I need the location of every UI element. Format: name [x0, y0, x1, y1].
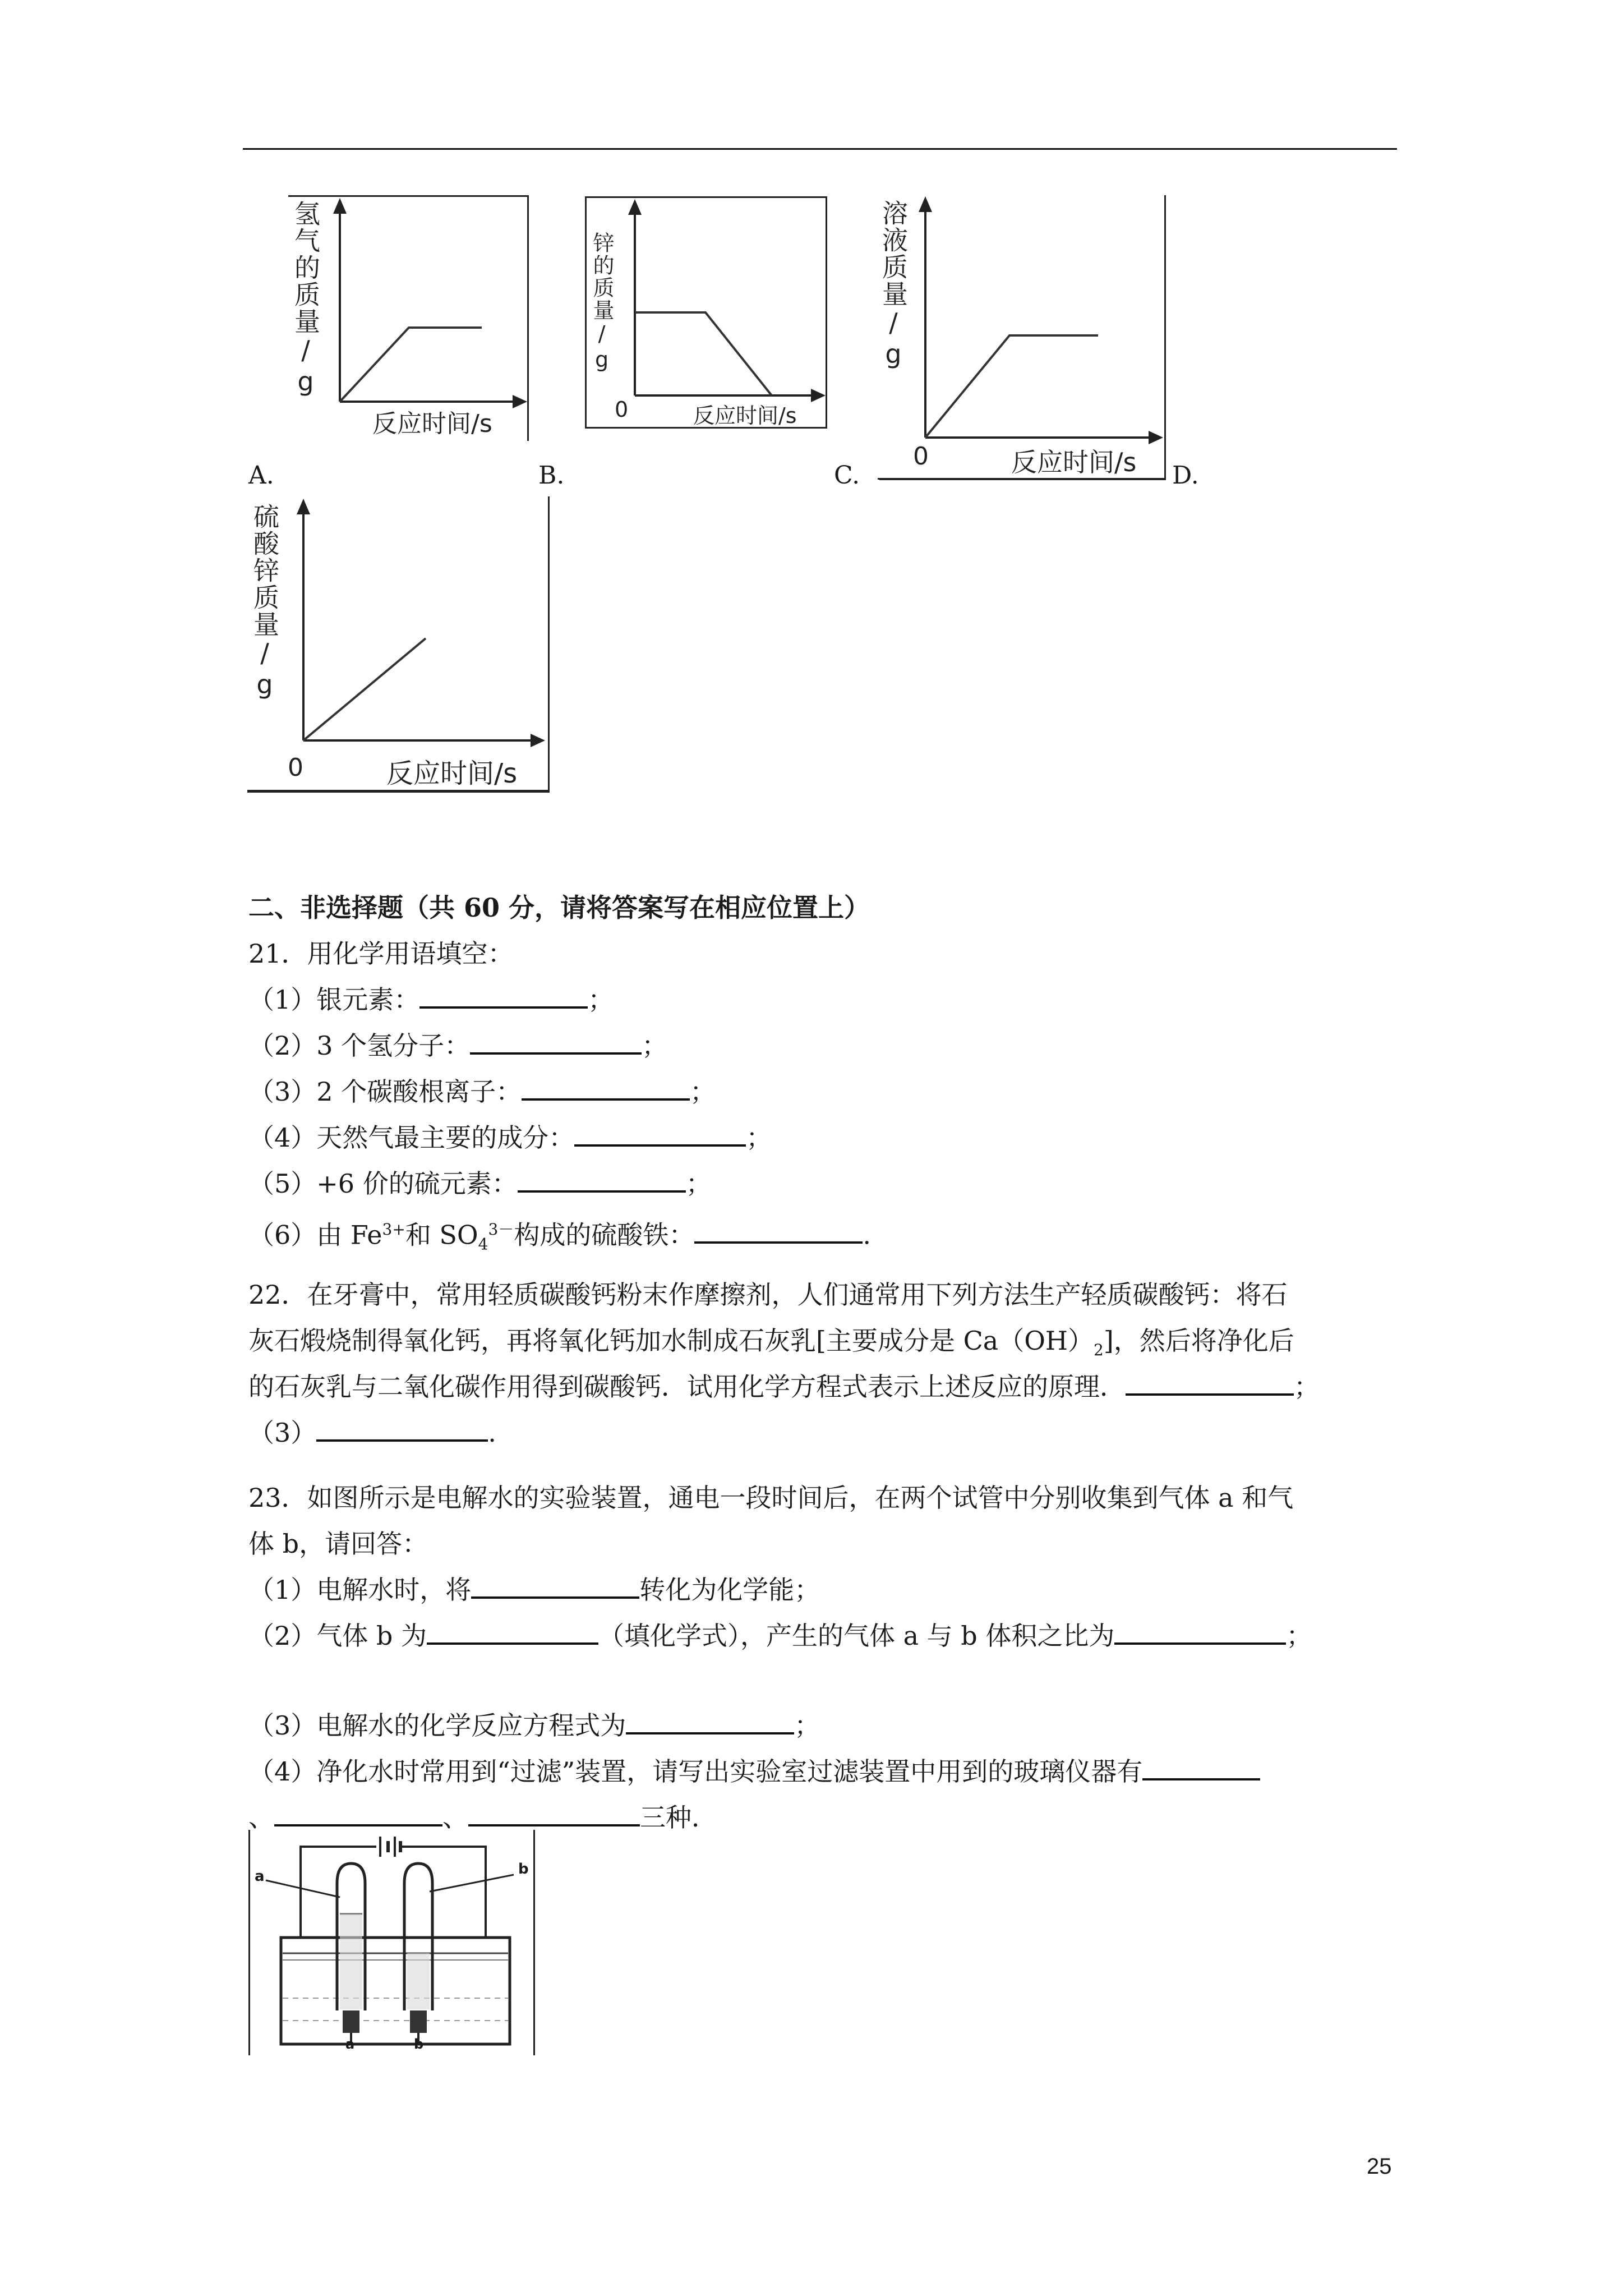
q21-item-5: （5）+6 价的硫元素： ；	[248, 1161, 712, 1207]
answer-blank[interactable]	[471, 1570, 639, 1599]
graph-d-xlabel: 反应时间/s	[386, 758, 518, 789]
q23-item-3: （3）电解水的化学反应方程式为 ；	[248, 1703, 820, 1749]
option-b-label: B.	[538, 461, 565, 490]
graph-b-ylabel: 锌的质量/g	[589, 232, 614, 373]
option-a-label: A.	[248, 461, 274, 490]
section-heading: 二、非选择题（共 60 分，请将答案写在相应位置上）	[248, 892, 870, 923]
q23-item-1: （1）电解水时，将 转化为化学能；	[248, 1567, 820, 1613]
graph-c-xlabel: 反应时间/s	[1011, 447, 1137, 477]
q23-item-4: （4）净化水时常用到“过滤”装置，请写出实验室过滤装置中用到的玻璃仪器有	[248, 1749, 1260, 1795]
answer-blank[interactable]	[522, 1071, 690, 1101]
label-electrode-a: a	[345, 2036, 355, 2052]
answer-blank[interactable]	[427, 1616, 598, 1645]
graph-d-plot	[247, 496, 548, 791]
option-c-label: C.	[834, 461, 860, 490]
q22-line-3: 的石灰乳与二氧化碳作用得到碳酸钙．试用化学方程式表示上述反应的原理． ；	[248, 1364, 1320, 1410]
electrolysis-apparatus	[248, 1830, 535, 2055]
graph-c-plot	[879, 195, 1164, 478]
graph-a-xlabel: 反应时间/s	[372, 409, 492, 438]
answer-blank[interactable]	[626, 1705, 794, 1734]
graph-d-origin: 0	[288, 753, 303, 782]
answer-blank[interactable]	[274, 1797, 442, 1826]
answer-blank[interactable]	[1126, 1366, 1294, 1396]
answer-blank[interactable]	[316, 1412, 488, 1442]
page-number: 25	[1367, 2154, 1392, 2179]
answer-blank[interactable]	[1142, 1751, 1260, 1780]
graph-c-ylabel: 溶液质量/g	[878, 200, 909, 370]
q21-stem: 21．用化学用语填空：	[248, 938, 514, 969]
label-electrode-b: b	[414, 2036, 424, 2052]
q22-line-4: （3） .	[248, 1410, 496, 1456]
graph-b	[585, 196, 827, 429]
graph-a	[288, 195, 529, 441]
graph-c-origin: 0	[913, 442, 929, 471]
answer-blank[interactable]	[470, 1025, 642, 1055]
graph-c	[879, 195, 1166, 480]
q23-item-2: （2）气体 b 为 （填化学式），产生的气体 a 与 b 体积之比为 ；	[248, 1613, 1312, 1659]
label-gas-b: b	[518, 1861, 529, 1878]
answer-blank[interactable]	[419, 979, 588, 1009]
option-d-label: D.	[1172, 461, 1199, 490]
graph-b-origin: 0	[615, 397, 629, 422]
answer-blank[interactable]	[1114, 1616, 1286, 1645]
answer-blank[interactable]	[574, 1117, 746, 1147]
graph-a-ylabel: 氢气的质量/g	[291, 200, 321, 398]
answer-blank[interactable]	[694, 1214, 863, 1244]
graph-d-baseline	[247, 790, 548, 792]
q23-line-1: 23．如图所示是电解水的实验装置，通电一段时间后，在两个试管中分别收集到气体 a 和气	[248, 1483, 1294, 1513]
q22-line-1: 22．在牙膏中，常用轻质碳酸钙粉末作摩擦剂，人们通常用下列方法生产轻质碳酸钙：将石	[248, 1280, 1288, 1310]
graph-d	[247, 496, 550, 793]
graph-c-baseline	[878, 478, 1165, 480]
graph-b-plot	[587, 198, 826, 427]
q21-item-4: （4）天然气最主要的成分： ；	[248, 1115, 772, 1161]
q22-line-2: 灰石煅烧制得氧化钙，再将氧化钙加水制成石灰乳[主要成分是 $Ca(OH)_2$]，然后将净化后	[248, 1326, 1294, 1360]
q21-item-3: （3）2 个碳酸根离子： ；	[248, 1069, 716, 1115]
electrolysis-diagram	[250, 1830, 533, 2055]
graph-b-xlabel: 反应时间/s	[693, 403, 797, 428]
label-gas-a: a	[255, 1868, 265, 1885]
q21-item-1: （1）银元素： ；	[248, 977, 614, 1023]
q23-line-2: 体 b，请回答：	[248, 1529, 428, 1559]
answer-blank[interactable]	[518, 1163, 686, 1193]
q21-item-6: （6）由 $Fe^{3+}$和 $SO_4^{3-}$构成的硫酸铁： .	[248, 1207, 871, 1268]
q21-item-2: （2）3 个氢分子： ；	[248, 1023, 667, 1069]
q23-item-4-line-2: 、 、 三种．	[248, 1795, 717, 1841]
answer-blank[interactable]	[468, 1797, 640, 1826]
graph-d-ylabel: 硫酸锌质量/g	[250, 503, 280, 701]
header-rule	[243, 148, 1397, 150]
